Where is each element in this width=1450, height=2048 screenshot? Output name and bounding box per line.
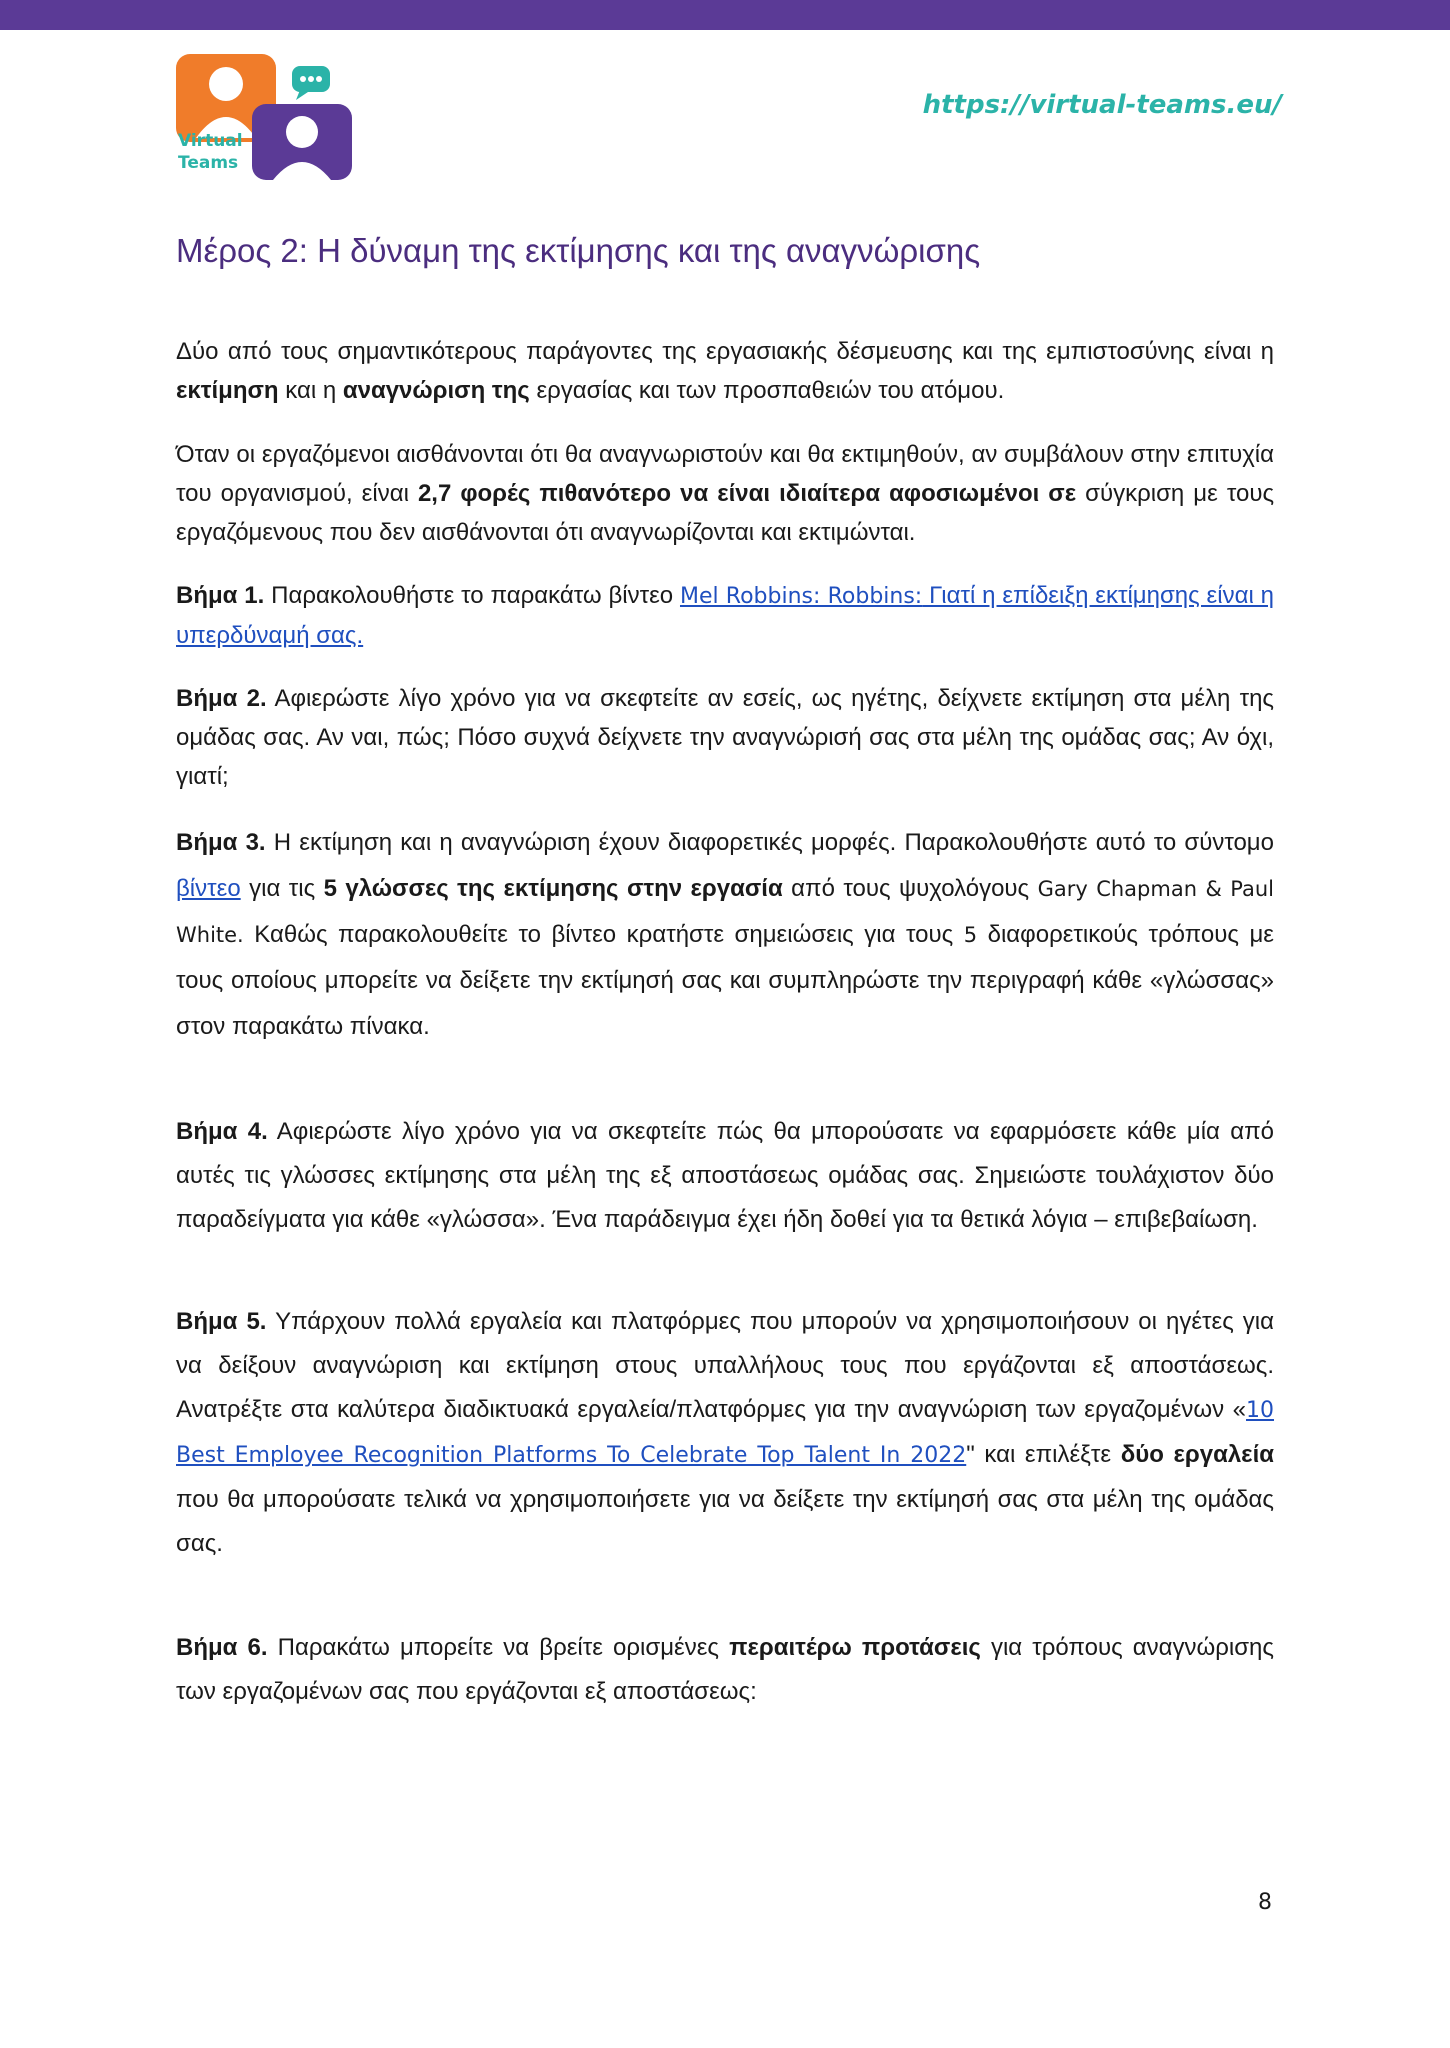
intro-bold-2: αναγνώριση της [342,377,530,404]
step-4-text: Αφιερώστε λίγο χρόνο για να σκεφτείτε πώς θα μπορούσατε να εφαρμόσετε κάθε μία από αυτές τις γλώσσες εκτίμησης στα μέλη της εξ αποστάσεως ομάδας σας. Σημειώστε τουλάχιστον δύο παραδείγματα για κάθε «γλώσσα». Ένα παράδειγμα έχει ήδη δοθεί για τα θετικά λόγια – επιβεβαίωση. [176,1118,1274,1233]
step-6-paragraph [176,1626,1274,1714]
page-number: 8 [1258,1890,1272,1915]
step-1-text: Παρακολουθήστε το παρακάτω βίντεο [264,582,680,609]
step-5-bold: δύο εργαλεία [1120,1441,1274,1468]
intro-text-2: και η [278,377,343,404]
step-1-paragraph [176,576,1274,655]
step-3-label: Βήμα 3. [176,829,266,856]
intro-text-1: Δύο από τους σημαντικότερους παράγοντες της εργασιακής δέσμευσης και της εμπιστοσύνης είναι η [176,338,1274,365]
step-6-text-2: για τρόπους αναγνώρισης των εργαζομένων σας που εργάζονται εξ αποστάσεως: [176,1634,1274,1705]
stat-text-2: σύγκριση με τους εργαζόμενους που δεν αισθάνονται ότι αναγνωρίζονται και εκτιμώνται. [176,480,1275,546]
step-2-text: Αφιερώστε λίγο χρόνο για να σκεφτείτε αν εσείς, ως ηγέτης, δείχνετε εκτίμηση στα μέλη της ομάδας σας. Αν ναι, πώς; Πόσο συχνά δείχνετε την αναγνώρισή σας στα μέλη της ομάδας σας; Αν όχι, γιατί; [176,685,1274,790]
step-3-text-2: για τις [240,875,324,902]
stat-paragraph [176,435,1274,552]
step-1-label: Βήμα 1. [176,582,265,609]
step-3-text-5: διαφορετικούς τρόπους με τους οποίους μπορείτε να δείξετε την εκτίμησή σας και συμπληρώστε την περιγραφή κάθε «γλώσσας» στον παρακάτω πίνακα. [176,921,1274,1040]
step-5-paragraph [176,1300,1274,1566]
logo-graphic [176,52,356,182]
intro-bold-1: εκτίμηση [176,377,279,404]
virtual-teams-logo [176,52,356,182]
step-3-text-4: Καθώς παρακολουθείτε το βίντεο κρατήστε σημειώσεις για τους [243,921,964,948]
step-4-label: Βήμα 4. [176,1118,268,1145]
step-3-text-1: Η εκτίμηση και η αναγνώριση έχουν διαφορετικές μορφές. Παρακολουθήστε αυτό το σύντομο [265,829,1274,856]
stat-bold: 2,7 φορές πιθανότερο να είναι ιδιαίτερα αφοσιωμένοι σε [417,480,1077,507]
step-3-bold: 5 γλώσσες της εκτίμησης στην εργασία [323,875,783,902]
step-5-platforms-link[interactable]: 10 Best Employee Recognition Platforms To Celebrate Top Talent In 2022 [176,1398,1274,1468]
logo-text-teams: Teams [178,153,239,173]
step-4-paragraph [176,1110,1274,1242]
step-3-text-3: από τους ψυχολόγους [782,875,1038,902]
step-1-link-part-b: Γιατί η επίδειξη εκτίμησης είναι η υπερδύναμή σας. [176,582,1275,649]
logo-text-virtual: Virtual [178,131,243,151]
header-url[interactable]: https://virtual-teams.eu/ [922,90,1282,120]
step-3-video-link[interactable]: βίντεο [176,875,241,902]
intro-text-3: εργασίας και των προσπαθειών του ατόμου. [529,377,1005,404]
step-3-number: 5 [963,923,978,947]
step-6-label: Βήμα 6. [176,1634,268,1661]
step-5-text-1: Υπάρχουν πολλά εργαλεία και πλατφόρμες που μπορούν να χρησιμοποιήσουν οι ηγέτες για να δείξουν αναγνώριση και εκτίμηση στους υπαλλήλους τους που εργάζονται εξ αποστάσεως. Ανατρέξτε στα καλύτερα διαδικτυακά εργαλεία/πλατφόρμες για την αναγνώριση των εργαζομένων « [176,1308,1274,1423]
step-1-link-part-a: Mel Robbins: Robbins: [679,584,923,609]
step-3-names: Gary Chapman & Paul White. [176,877,1275,947]
stat-text-1: Όταν οι εργαζόμενοι αισθάνονται ότι θα αναγνωριστούν και θα εκτιμηθούν, αν συμβάλουν στην επιτυχία του οργανισμού, είναι [176,441,1274,507]
intro-paragraph [176,332,1274,410]
step-5-text-3: που θα μπορούσατε τελικά να χρησιμοποιήσετε για να δείξετε την εκτίμησή σας στα μέλη της ομάδας σας. [176,1486,1274,1557]
step-3-paragraph [176,820,1274,1050]
step-6-bold: περαιτέρω προτάσεις [729,1634,981,1661]
step-2-paragraph [176,679,1274,796]
document-body [176,332,1274,1714]
step-5-label: Βήμα 5. [176,1308,267,1335]
top-color-bar [0,0,1450,30]
section-title: Μέρος 2: Η δύναμη της εκτίμησης και της αναγνώρισης [176,232,981,269]
step-5-text-2: " και επιλέξτε [966,1441,1121,1468]
step-2-label: Βήμα 2. [176,685,267,712]
step-6-text-1: Παρακάτω μπορείτε να βρείτε ορισμένες [267,1634,730,1661]
